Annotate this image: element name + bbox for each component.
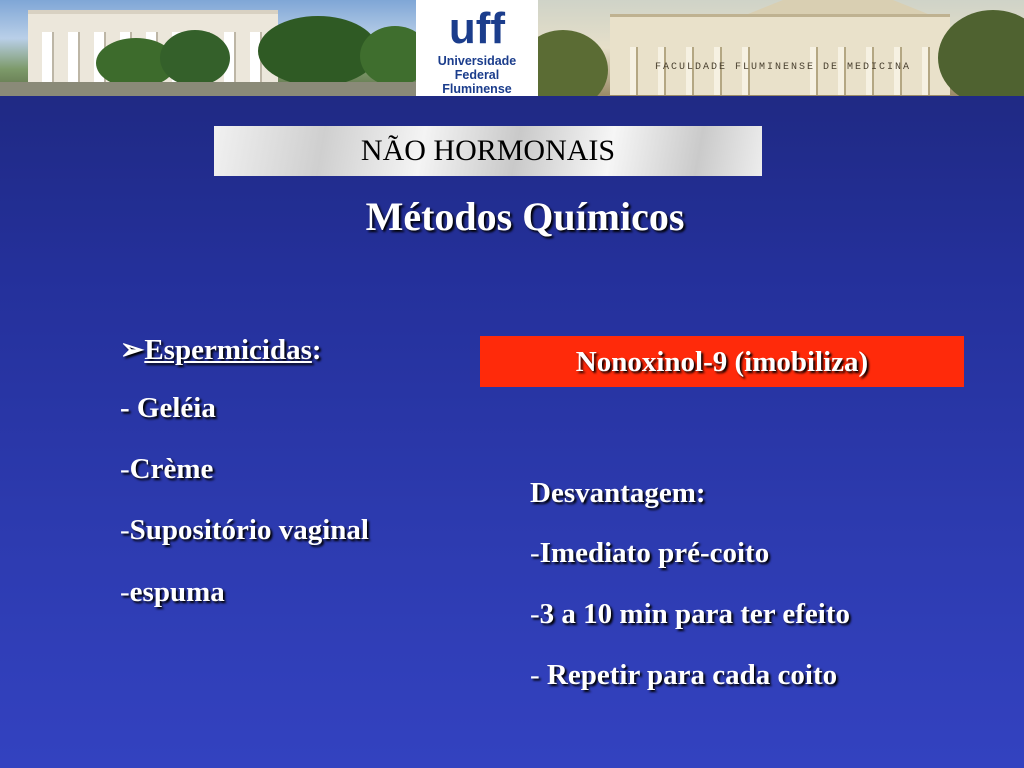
logo-line-2: Federal [454, 68, 500, 82]
campus-photo [0, 0, 416, 96]
left-list-heading [120, 332, 322, 367]
svg-text:uff: uff [448, 6, 506, 50]
item-prefix: - [120, 453, 130, 485]
item-text: Supositório vaginal [129, 514, 369, 546]
right-list-item [530, 537, 769, 570]
section-banner [214, 126, 762, 176]
item-text: Crème [129, 453, 214, 485]
item-prefix: - [530, 659, 547, 691]
heading-suffix: : [311, 334, 322, 366]
uff-logo [416, 0, 538, 96]
nonoxinol-highlight-box [480, 336, 964, 387]
item-text: Geléia [136, 392, 216, 424]
logo-line-1: Universidade [437, 54, 517, 68]
right-list-heading: Desvantagem: [530, 477, 706, 509]
left-list-item [120, 453, 213, 486]
item-prefix: - [530, 598, 540, 630]
item-text: 3 a 10 min para ter efeito [539, 598, 851, 630]
right-list-item [530, 598, 850, 631]
item-text: Imediato pré-coito [539, 537, 770, 569]
left-list-item [120, 514, 369, 547]
left-list-item [120, 392, 216, 425]
item-prefix: - [120, 392, 137, 424]
logo-line-3: Fluminense [442, 82, 512, 96]
item-text: Repetir para cada coito [546, 659, 838, 691]
faculty-building-photo [538, 0, 1024, 96]
building-inscription: FACULDADE FLUMINENSE DE MEDICINA [654, 62, 912, 73]
highlight-label: Nonoxinol-9 (imobiliza) [575, 346, 869, 378]
section-banner-label: NÃO HORMONAIS [360, 134, 616, 167]
item-prefix: - [530, 537, 540, 569]
arrow-bullet-icon: ➢ [120, 334, 145, 366]
item-prefix: - [120, 514, 130, 546]
uff-logo-mark [428, 6, 526, 50]
item-text: espuma [129, 576, 225, 608]
header-banner [0, 0, 1024, 96]
slide-title: Métodos Químicos [365, 194, 685, 239]
right-list-item [530, 659, 837, 692]
heading-text: Espermicidas [144, 334, 312, 366]
left-list-item [120, 576, 225, 609]
item-prefix: - [120, 576, 130, 608]
